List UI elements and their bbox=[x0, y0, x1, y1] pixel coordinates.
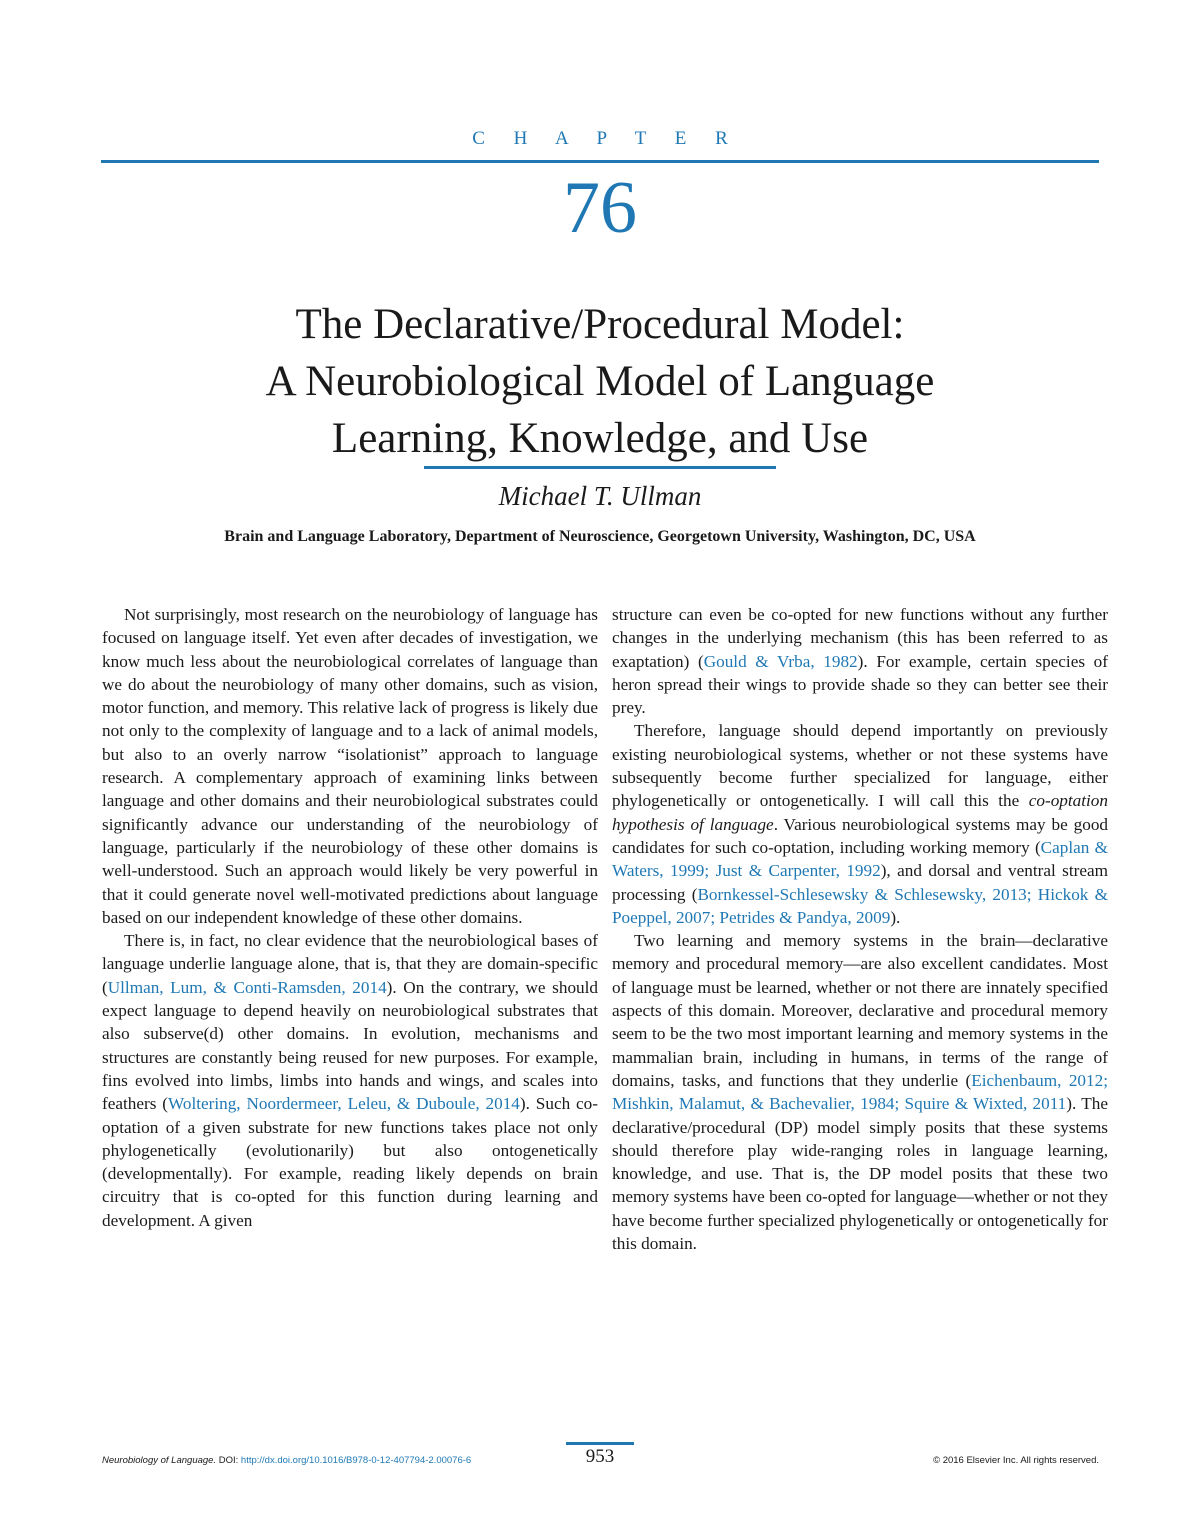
paragraph: Not surprisingly, most research on the neurobiology of language has focused on language itself. Yet even after decades of investigation, we know much less about the neurobiological correlates of language than we do about the neurobiology of many other domains, such as vision, motor function, and memory. This relative lack of progress is likely due not only to the complexity of language and to a lack of animal models, but also to an overly narrow “isolationist” approach to language research. A complementary approach of examining links between language and other domains and their neurobiological substrates could significantly advance our understanding of the neurobiology of language, particularly if the neurobiology of these other domains is well-understood. Such an approach would likely be very powerful in that it could generate novel well-motivated predictions about language based on our independent knowledge of these other domains. bbox=[102, 605, 598, 927]
footer-rule bbox=[566, 1442, 634, 1445]
title-line-3: Learning, Knowledge, and Use bbox=[331, 415, 869, 462]
author-name: Michael T. Ullman bbox=[498, 481, 702, 511]
paragraph: structure can even be co-opted for new functions without any further changes in the underlying mechanism (this has been referred to as exaptation) (Gould & Vrba, 1982). For example, certain species of heron spread their wings to provide shade so they can better see their prey. bbox=[612, 605, 1108, 718]
title-line-1: The Declarative/Procedural Model: bbox=[295, 301, 905, 348]
left-column bbox=[102, 603, 598, 1232]
title-rule bbox=[424, 466, 776, 469]
citation-link[interactable]: Ullman, Lum, & Conti-Ramsden, 2014 bbox=[107, 977, 387, 997]
citation-link[interactable]: Gould & Vrba, 1982 bbox=[703, 651, 858, 671]
doi-link[interactable]: http://dx.doi.org/10.1016/B978-0-12-407794-2.00076-6 bbox=[240, 1455, 472, 1466]
right-column bbox=[612, 603, 1108, 1255]
paragraph: There is, in fact, no clear evidence that the neurobiological bases of language underlie language alone, that is, that they are domain-specific (Ullman, Lum, & Conti-Ramsden, 2014). On the contrary, we should expect language to depend heavily on neurobiological substrates that also subserve(d) other domains. In evolution, mechanisms and structures are constantly being reused for new purposes. For example, fins evolved into limbs, limbs into hands and wings, and scales into feathers (Woltering, Noordermeer, Leleu, & Duboule, 2014). Such co-optation of a given substrate for new functions takes place not only phylogenetically (evolutionarily) but also ontogenetically (developmentally). For example, reading likely depends on brain circuitry that is co-opted for this function during learning and development. A given bbox=[102, 931, 598, 1230]
chapter-title bbox=[100, 296, 1100, 467]
citation-link[interactable]: Eichenbaum, 2012; Mishkin, Malamut, & Bachevalier, 1984; Squire & Wixted, 2011 bbox=[612, 1070, 1108, 1114]
paragraph: Two learning and memory systems in the brain—declarative memory and procedural memory—are also excellent candidates. Most of language must be learned, whether or not there are innately specified aspects of this domain. Moreover, declarative and procedural memory seem to be the two most important learning and memory systems in the mammalian brain, including in humans, in terms of the range of domains, tasks, and functions that they underlie (Eichenbaum, 2012; Mishkin, Malamut, & Bachevalier, 1984; Squire & Wixted, 2011). The declarative/procedural (DP) model simply posits that these systems should therefore play wide-ranging roles in language learning, knowledge, and use. That is, the DP model posits that these two memory systems have been co-opted for language—whether or not they have become further specialized phylogenetically or ontogenetically for this domain. bbox=[612, 931, 1108, 1254]
chapter-label: C H A P T E R bbox=[472, 128, 740, 149]
citation-link[interactable]: Caplan & Waters, 1999; Just & Carpenter, 1992 bbox=[612, 837, 1108, 881]
citation-link[interactable]: Bornkessel-Schlesewsky & Schlesewsky, 2013; Hickok & Poeppel, 2007; Petrides & Pandya, 2009 bbox=[612, 884, 1108, 927]
chapter-number: 76 bbox=[563, 167, 637, 249]
chapter-rule bbox=[101, 160, 1099, 163]
citation-link[interactable]: Woltering, Noordermeer, Leleu, & Duboule, 2014 bbox=[168, 1094, 520, 1114]
title-line-2: A Neurobiological Model of Language bbox=[265, 358, 935, 405]
page-number: 953 bbox=[585, 1446, 615, 1467]
copyright-notice: © 2016 Elsevier Inc. All rights reserved. bbox=[933, 1455, 1099, 1466]
journal-name: Neurobiology of Language. bbox=[102, 1455, 217, 1466]
emphasized-term: co-optation hypothesis of language bbox=[612, 791, 1108, 834]
paragraph: Therefore, language should depend importantly on previously existing neurobiological systems, whether or not these systems have subsequently become further specialized for language, either phylogenetically or ontogenetically. I will call this the co-optation hypothesis of language. Various neurobiological systems may be good candidates for such co-optation, including working memory (Caplan & Waters, 1999; Just & Carpenter, 1992), and dorsal and ventral stream processing (Bornkessel-Schlesewsky & Schlesewsky, 2013; Hickok & Poeppel, 2007; Petrides & Pandya, 2009). bbox=[612, 721, 1109, 927]
doi-label: DOI: bbox=[216, 1455, 241, 1466]
author-affiliation: Brain and Language Laboratory, Department of Neuroscience, Georgetown University, Washington, DC, USA bbox=[224, 528, 976, 545]
